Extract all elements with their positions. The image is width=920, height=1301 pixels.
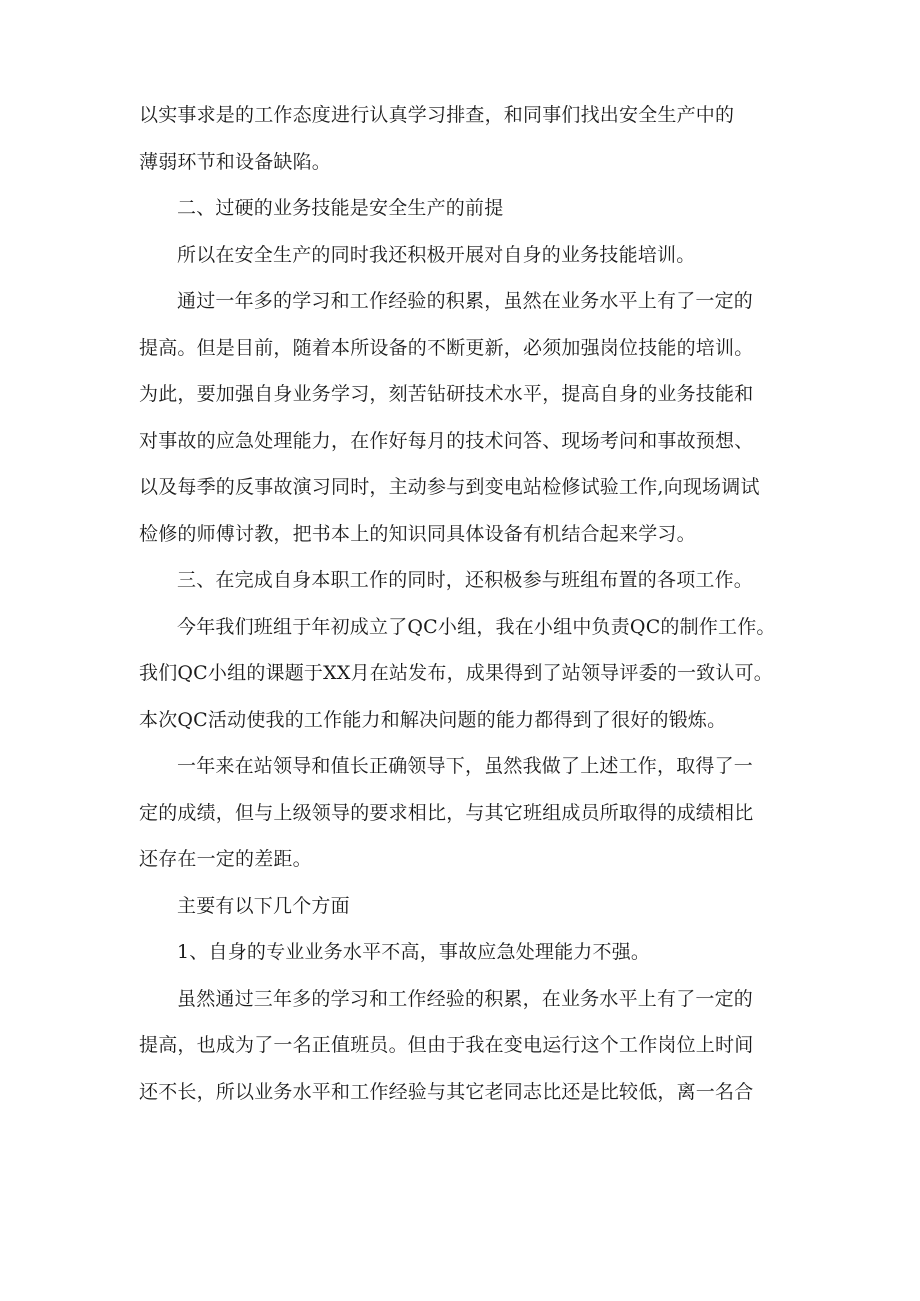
text-line: 主要有以下几个方面 (177, 894, 350, 917)
text-line: 本次QC活动使我的工作能力和解决问题的能力都得到了很好的锻炼。 (139, 708, 727, 731)
text-line: 以及每季的反事故演习同时，主动参与到变电站检修试验工作,向现场调试 (139, 476, 760, 498)
section-heading: 二、过硬的业务技能是安全生产的前提 (177, 197, 504, 219)
text-line: 提高，也成为了一名正值班员。但由于我在变电运行这个工作岗位上时间 (139, 1034, 754, 1056)
text-line: 所以在安全生产的同时我还积极开展对自身的业务技能培训。 (177, 243, 696, 266)
text-line: 一年来在站领导和值长正确领导下，虽然我做了上述工作，取得了一 (177, 755, 754, 777)
text-line: 还存在一定的差距。 (139, 848, 312, 870)
text-line: 为此，要加强自身业务学习，刻苦钻研技术水平，提高自身的业务技能和 (139, 383, 754, 405)
text-line: 还不长，所以业务水平和工作经验与其它老同志比还是比较低，离一名合 (139, 1080, 754, 1103)
text-line: 检修的师傅讨教，把书本上的知识同具体设备有机结合起来学习。 (139, 522, 696, 545)
text-line: 对事故的应急处理能力，在作好每月的技术问答、现场考问和事故预想、 (139, 429, 754, 452)
text-line: 我们QC小组的课题于XX月在站发布，成果得到了站领导评委的一致认可。 (139, 662, 773, 684)
text-line: 提高。但是目前，随着本所设备的不断更新，必须加强岗位技能的培训。 (139, 336, 754, 359)
text-line: 以实事求是的工作态度进行认真学习排查，和同事们找出安全生产中的 (139, 104, 735, 126)
text-line: 今年我们班组于年初成立了QC小组，我在小组中负责QC的制作工作。 (177, 615, 776, 638)
document-body (139, 92, 789, 1115)
text-line: 虽然通过三年多的学习和工作经验的积累，在业务水平上有了一定的 (177, 987, 754, 1010)
text-line: 通过一年多的学习和工作经验的积累，虽然在业务水平上有了一定的 (177, 290, 754, 312)
text-line: 薄弱环节和设备缺陷。 (139, 150, 332, 173)
section-heading: 三、在完成自身本职工作的同时，还积极参与班组布置的各项工作。 (177, 569, 754, 591)
text-line: 定的成绩，但与上级领导的要求相比，与其它班组成员所取得的成绩相比 (139, 801, 754, 824)
list-item: 1、自身的专业业务水平不高，事故应急处理能力不强。 (177, 941, 651, 963)
